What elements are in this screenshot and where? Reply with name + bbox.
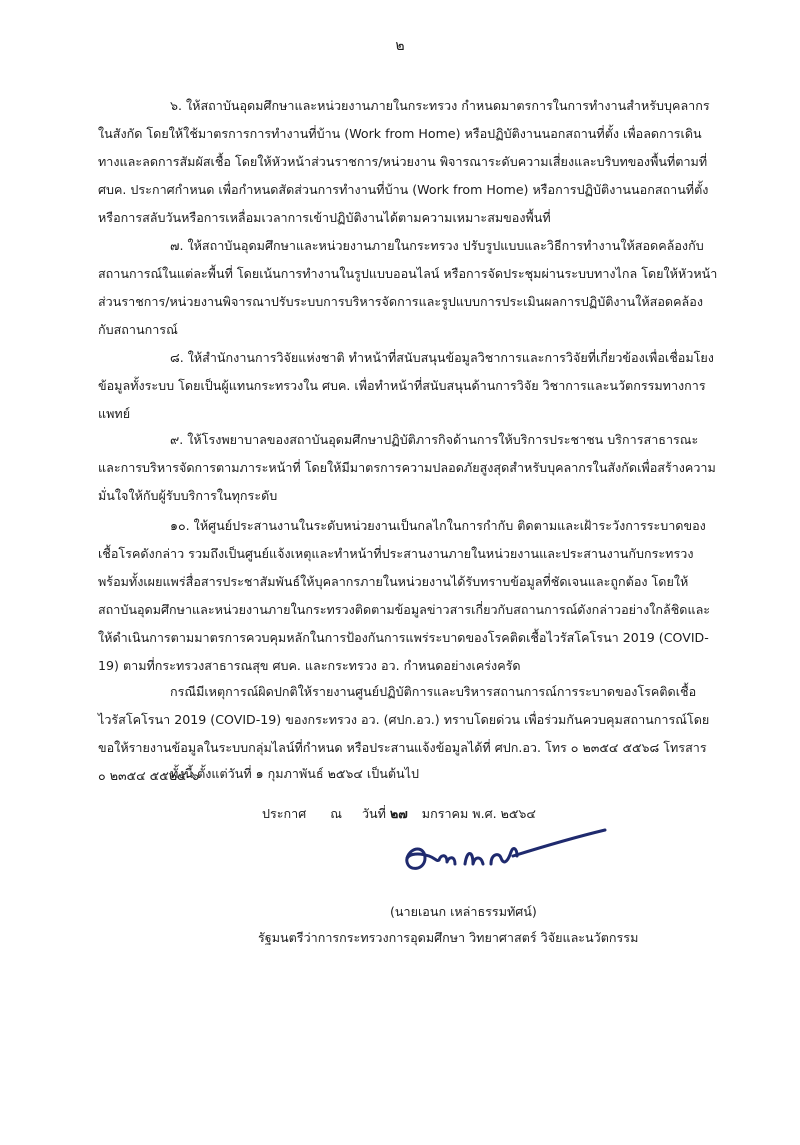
signature-image xyxy=(395,828,615,888)
signer-name: (นายเอนก เหล่าธรรมทัศน์) xyxy=(390,904,537,919)
signer-position: รัฐมนตรีว่าการกระทรวงการอุดมศึกษา วิทยาศาสตร์ วิจัยและนวัตกรรม xyxy=(258,930,639,945)
paragraph-9: ๙. ให้โรงพยาบาลของสถาบันอุดมศึกษาปฏิบัติภารกิจด้านการให้บริการประชาชน บริการสาธารณะและการบริหารจัดการตามภาระหน้าที่ โดยให้มีมาตรการความปลอดภัยสูงสุดสำหรับบุคลากรในสังกัดเพื่อสร้างความมั่นใจให้กับผู้รับบริการในทุกระดับ xyxy=(98,432,716,503)
announced-label: ประกาศ xyxy=(262,806,307,821)
paragraph-7: ๗. ให้สถาบันอุดมศึกษาและหน่วยงานภายในกระทรวง ปรับรูปแบบและวิธีการทำงานให้สอดคล้องกับสถานการณ์ในแต่ละพื้นที่ โดยเน้นการทำงานในรูปแบบออนไลน์ หรือการจัดประชุมผ่านระบบทางไกล โดยให้หัวหน้าส่วนราชการ/หน่วยงานพิจารณาปรับระบบการบริหารจัดการและรูปแบบการประเมินผลการปฏิบัติงานให้สอดคล้องกับสถานการณ์ xyxy=(98,238,718,337)
paragraph-8: ๘. ให้สำนักงานการวิจัยแห่งชาติ ทำหน้าที่สนับสนุนข้อมูลวิชาการและการวิจัยที่เกี่ยวข้องเพื่อเชื่อมโยงข้อมูลทั้งระบบ โดยเป็นผู้แทนกระทรวงใน ศบค. เพื่อทำหน้าที่สนับสนุนด้านการวิจัย วิชาการและนวัตกรรมทางการแพทย์ xyxy=(98,350,714,421)
paragraph-6: ๖. ให้สถาบันอุดมศึกษาและหน่วยงานภายในกระทรวง กำหนดมาตรการในการทำงานสำหรับบุคลากรในสังกัด โดยให้ใช้มาตรการการทำงานที่บ้าน (Work from Home) หรือปฏิบัติงานนอกสถานที่ตั้ง เพื่อลดการเดินทางและลดการสัมผัสเชื้อ โดยให้หัวหน้าส่วนราชการ/หน่วยงาน พิจารณาระดับความเสี่ยงและบริบทของพื้นที่ตามที่ ศบค. ประกาศกำหนด เพื่อกำหนดสัดส่วนการทำงานที่บ้าน (Work from Home) หรือการปฏิบัติงานนอกสถานที่ตั้ง หรือการสลับวันหรือการเหลื่อมเวลาการเข้าปฏิบัติงานได้ตามความเหมาะสมของพื้นที่ xyxy=(98,98,710,225)
announced-day-label: วันที่ xyxy=(361,806,386,821)
announced-at: ณ xyxy=(330,806,342,821)
announcement-date xyxy=(262,800,536,828)
paragraph-emergency-contact: กรณีมีเหตุการณ์ผิดปกติให้รายงานศูนย์ปฏิบัติการและบริหารสถานการณ์การระบาดของโรคติดเชื้อไวรัสโคโรนา 2019 (COVID-19) ของกระทรวง อว. (ศปก.อว.) ทราบโดยด่วน เพื่อร่วมกันควบคุมสถานการณ์โดยขอให้รายงานข้อมูลในระบบกลุ่มไลน์ที่กำหนด หรือประสานแจ้งข้อมูลได้ที่ ศปก.อว. โทร ๐ ๒๓๕๔ ๕๕๖๘ โทรสาร ๐ ๒๓๕๔ ๕๕๒๔-๖ xyxy=(98,684,710,783)
announced-month-year: มกราคม พ.ศ. ๒๕๖๔ xyxy=(421,806,536,821)
announced-day: ๒๗ xyxy=(389,806,408,821)
page-number: ๒ xyxy=(395,38,405,54)
effective-date: ทั้งนี้ ตั้งแต่วันที่ ๑ กุมภาพันธ์ ๒๕๖๔ เป็นต้นไป xyxy=(170,766,419,781)
paragraph-10: ๑๐. ให้ศูนย์ประสานงานในระดับหน่วยงานเป็นกลไกในการกำกับ ติดตามและเฝ้าระวังการระบาดของเชื้อโรคดังกล่าว รวมถึงเป็นศูนย์แจ้งเหตุและทำหน้าที่ประสานงานภายในหน่วยงานและประสานงานกับกระทรวง พร้อมทั้งเผยแพร่สื่อสารประชาสัมพันธ์ให้บุคลากรภายในหน่วยงานได้รับทราบข้อมูลที่ชัดเจนและถูกต้อง โดยให้สถาบันอุดมศึกษาและหน่วยงานภายในกระทรวงติดตามข้อมูลข่าวสารเกี่ยวกับสถานการณ์ดังกล่าวอย่างใกล้ชิดและให้ดำเนินการตามมาตรการควบคุมหลักในการป้องกันการแพร่ระบาดของโรคติดเชื้อไวรัสโคโรนา 2019 (COVID-19) ตามที่กระทรวงสาธารณสุข ศบค. และกระทรวง อว. กำหนดอย่างเคร่งครัด xyxy=(98,518,711,673)
